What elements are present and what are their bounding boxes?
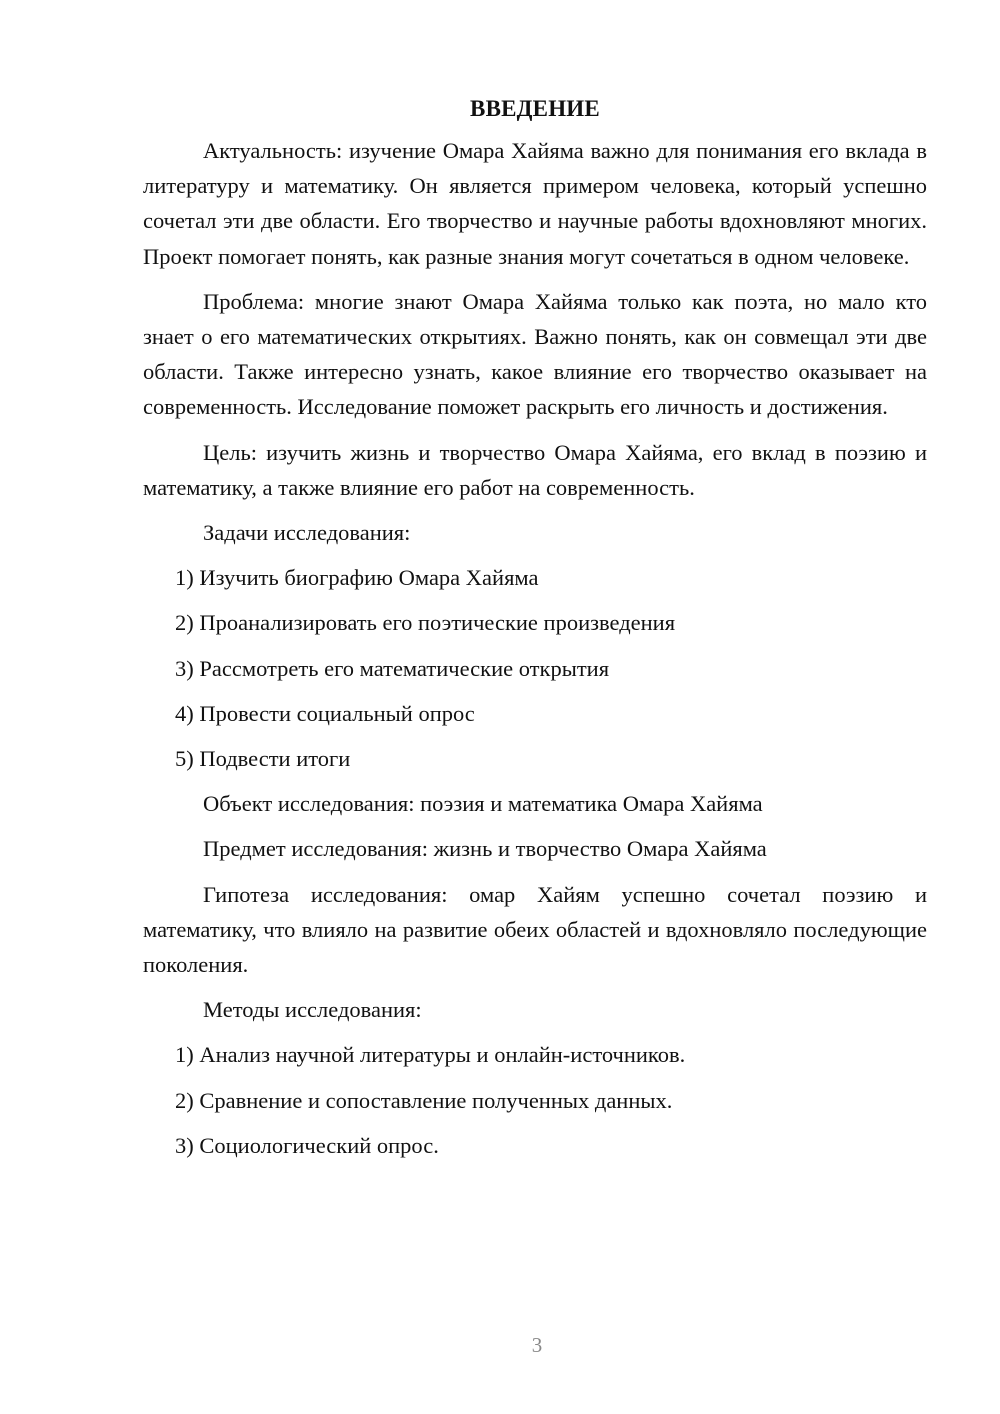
methods-heading: Методы исследования: <box>203 997 422 1023</box>
list-item: 5) Подвести итоги <box>175 746 351 772</box>
tasks-heading: Задачи исследования: <box>203 520 411 546</box>
problem-paragraph: Проблема: многие знают Омара Хайяма только как поэта, но мало кто знает о его математических открытиях. Важно понять, как он совмещал эти две области. Также интересно узнать, какое влияние его творчество оказывает на современность. Исследование поможет раскрыть его личность и достижения. <box>143 288 927 420</box>
object-line: Объект исследования: поэзия и математика Омара Хайяма <box>203 791 763 817</box>
list-item: 2) Сравнение и сопоставление полученных данных. <box>175 1087 673 1113</box>
tasks-list <box>143 560 927 776</box>
list-item: 3) Социологический опрос. <box>175 1132 439 1158</box>
document-page <box>143 94 927 1173</box>
section-title: ВВЕДЕНИЕ <box>470 96 600 121</box>
goal-paragraph: Цель: изучить жизнь и творчество Омара Хайяма, его вклад в поэзию и математику, а также влияние его работ на современность. <box>143 439 927 500</box>
list-item: 2) Проанализировать его поэтические произведения <box>175 610 676 636</box>
list-item: 1) Изучить биографию Омара Хайяма <box>175 565 539 591</box>
relevance-paragraph: Актуальность: изучение Омара Хайяма важно для понимания его вклада в литературу и математику. Он является примером человека, который успешно сочетал эти две области. Его творчество и научные работы вдохновляют многих. Проект помогает понять, как разные знания могут сочетаться в одном человеке. <box>143 138 927 269</box>
page-number: 3 <box>531 1333 543 1357</box>
methods-list <box>143 1037 927 1163</box>
list-item: 3) Рассмотреть его математические открытия <box>175 655 610 681</box>
hypothesis-paragraph: Гипотеза исследования: омар Хайям успешно сочетал поэзию и математику, что влияло на развитие обеих областей и вдохновляло последующие поколения. <box>143 881 927 978</box>
subject-line: Предмет исследования: жизнь и творчество Омара Хайяма <box>203 836 767 862</box>
list-item: 4) Провести социальный опрос <box>175 700 475 726</box>
list-item: 1) Анализ научной литературы и онлайн-источников. <box>175 1042 686 1068</box>
